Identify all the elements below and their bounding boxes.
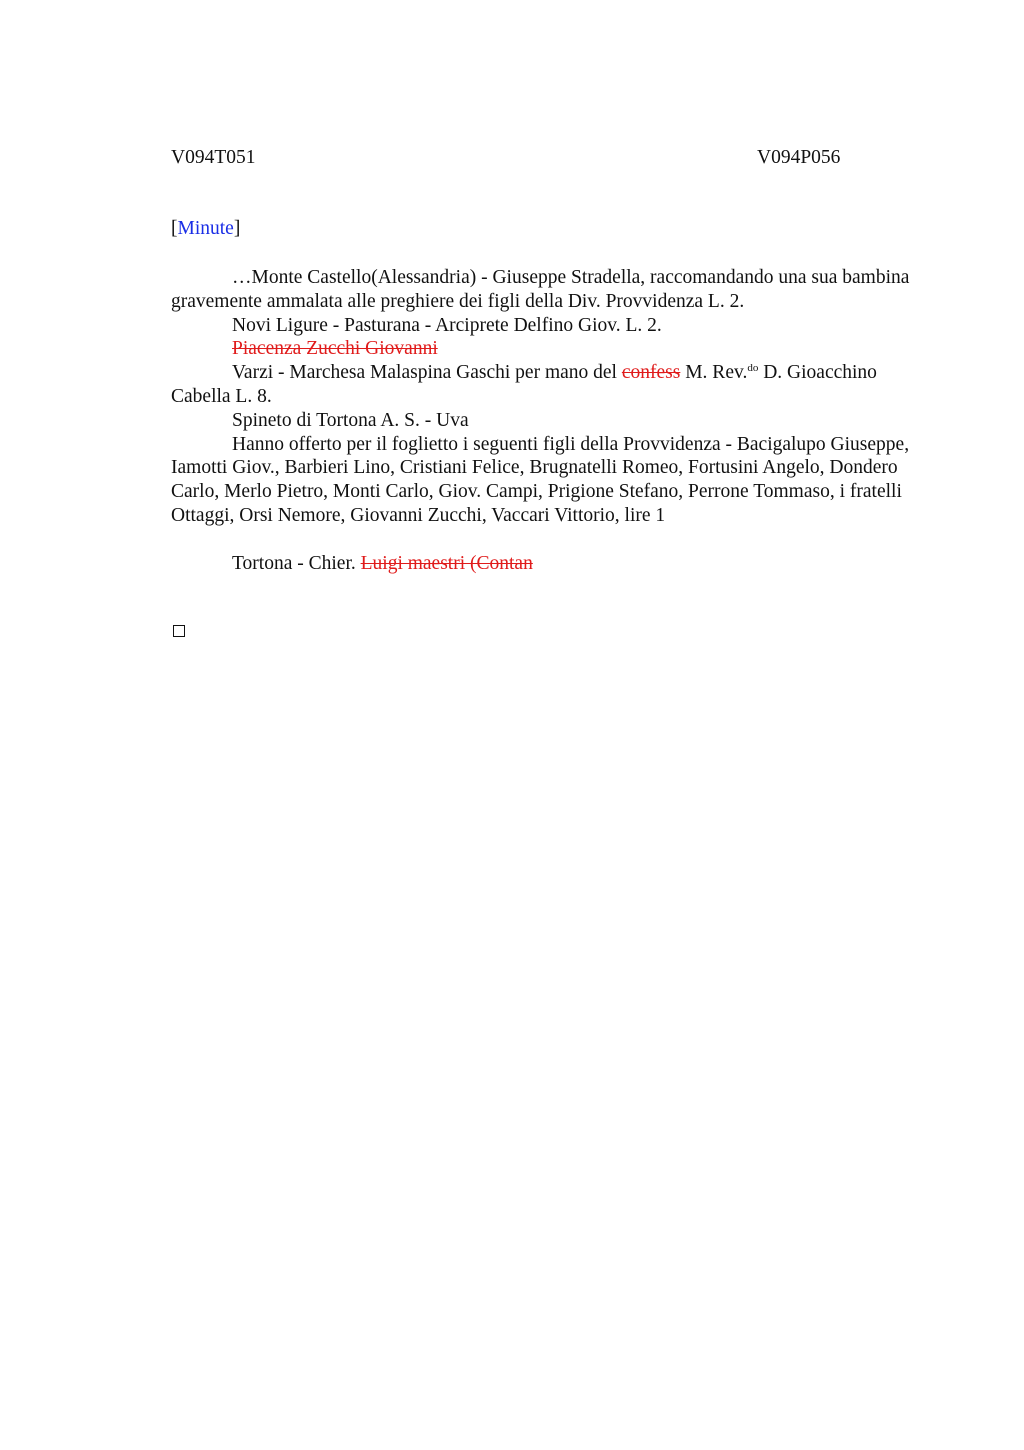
document-body <box>171 266 923 575</box>
entry-hanno-offerto: Hanno offerto per il foglietto i seguenti figli della Provvidenza - Bacigalupo Giuseppe, Iamotti Giov., Barbieri Lino, Cristiani Felice, Brugnatelli Romeo, Fortusini Angelo, Dondero Carlo, Merlo Pietro, Monti Carlo, Giov. Campi, Prigione Stefano, Perrone Tommaso, i fratelli Ottaggi, Orsi Nemore, Giovanni Zucchi, Vaccari Vittorio, lire 1 <box>171 433 910 526</box>
paragraph-gap <box>171 528 923 552</box>
varzi-text: Varzi - Marchesa Malaspina Gaschi per mano del <box>232 362 622 384</box>
checkbox-icon <box>173 625 185 637</box>
deleted-text: Piacenza Zucchi Giovanni <box>232 338 438 360</box>
tortona-text: Tortona - Chier. <box>232 552 361 574</box>
entry-piacenza <box>171 337 923 361</box>
close-bracket: ] <box>233 218 241 239</box>
document-code-left: V094T051 <box>171 147 256 168</box>
varzi-text: D. Gioacchino Cabella L. 8. <box>171 362 877 407</box>
deleted-text: confess <box>621 362 681 384</box>
section-label-text: Minute <box>177 218 234 239</box>
entry-novi-ligure: Novi Ligure - Pasturana - Arciprete Delfino Giov. L. 2. <box>232 314 662 336</box>
open-bracket: [ <box>171 218 178 239</box>
document-code-right: V094P056 <box>757 147 841 168</box>
entry-spineto: Spineto di Tortona A. S. - Uva <box>232 409 469 431</box>
entry-varzi <box>171 361 923 409</box>
deleted-text: Luigi maestri (Contan <box>360 552 533 574</box>
varzi-text: M. Rev. <box>680 362 748 384</box>
superscript: do <box>747 362 759 375</box>
section-label <box>171 218 240 240</box>
entry-monte-castello: …Monte Castello(Alessandria) - Giuseppe Stradella, raccomandando una sua bambina gravemente ammalata alle preghiere dei figli della Div. Provvidenza L. 2. <box>171 267 910 312</box>
entry-tortona <box>171 552 923 576</box>
